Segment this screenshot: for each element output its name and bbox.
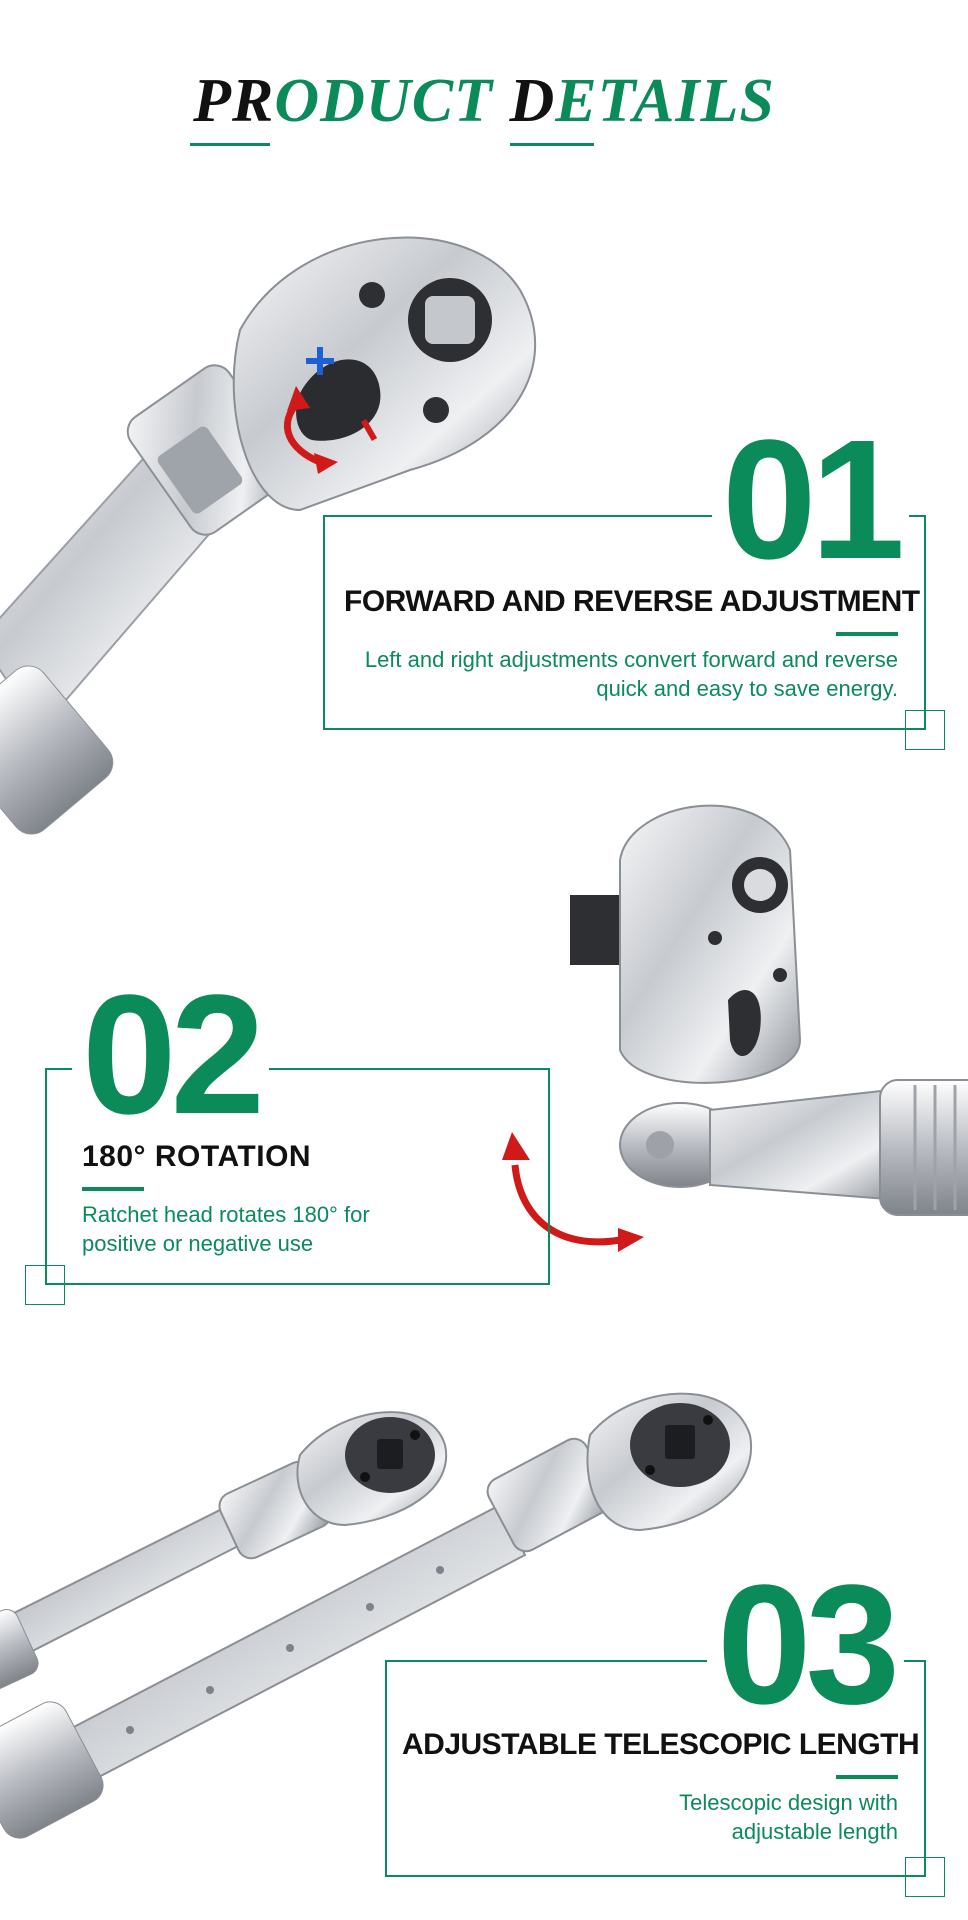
section-01-desc-line1: Left and right adjustments convert forward and reverse (364, 647, 898, 672)
section-02-underline (82, 1187, 144, 1191)
section-01-heading: FORWARD AND REVERSE ADJUSTMENT (344, 585, 920, 618)
title-pr: PR (193, 67, 275, 135)
section-03-corner-square (905, 1857, 945, 1897)
section-03-underline (836, 1775, 898, 1779)
section-02-number: 02 (72, 970, 269, 1140)
section-03-description (498, 1788, 898, 1846)
title-underline-right (510, 143, 594, 146)
section-02-description (82, 1200, 522, 1258)
wrench-image-2 (560, 790, 968, 1270)
section-02-desc-line2: positive or negative use (82, 1231, 314, 1256)
page-title (0, 67, 968, 135)
section-03-heading: ADJUSTABLE TELESCOPIC LENGTH (402, 1728, 920, 1761)
section-01-corner-square (905, 710, 945, 750)
title-d: D (509, 67, 556, 135)
title-oduct: ODUCT (274, 67, 493, 135)
section-02-heading: 180° ROTATION (82, 1140, 312, 1173)
section-01-underline (836, 632, 898, 636)
title-underline-left (190, 143, 270, 146)
section-03-number: 03 (707, 1560, 904, 1730)
section-01-number: 01 (712, 415, 909, 585)
section-03-desc-line1: Telescopic design with (679, 1790, 898, 1815)
section-01-desc-line2: quick and easy to save energy. (596, 676, 898, 701)
section-02-desc-line1: Ratchet head rotates 180° for (82, 1202, 370, 1227)
section-03-desc-line2: adjustable length (731, 1819, 898, 1844)
section-01-description (298, 645, 898, 703)
section-02-corner-square (25, 1265, 65, 1305)
title-etails: ETAILS (555, 67, 775, 135)
